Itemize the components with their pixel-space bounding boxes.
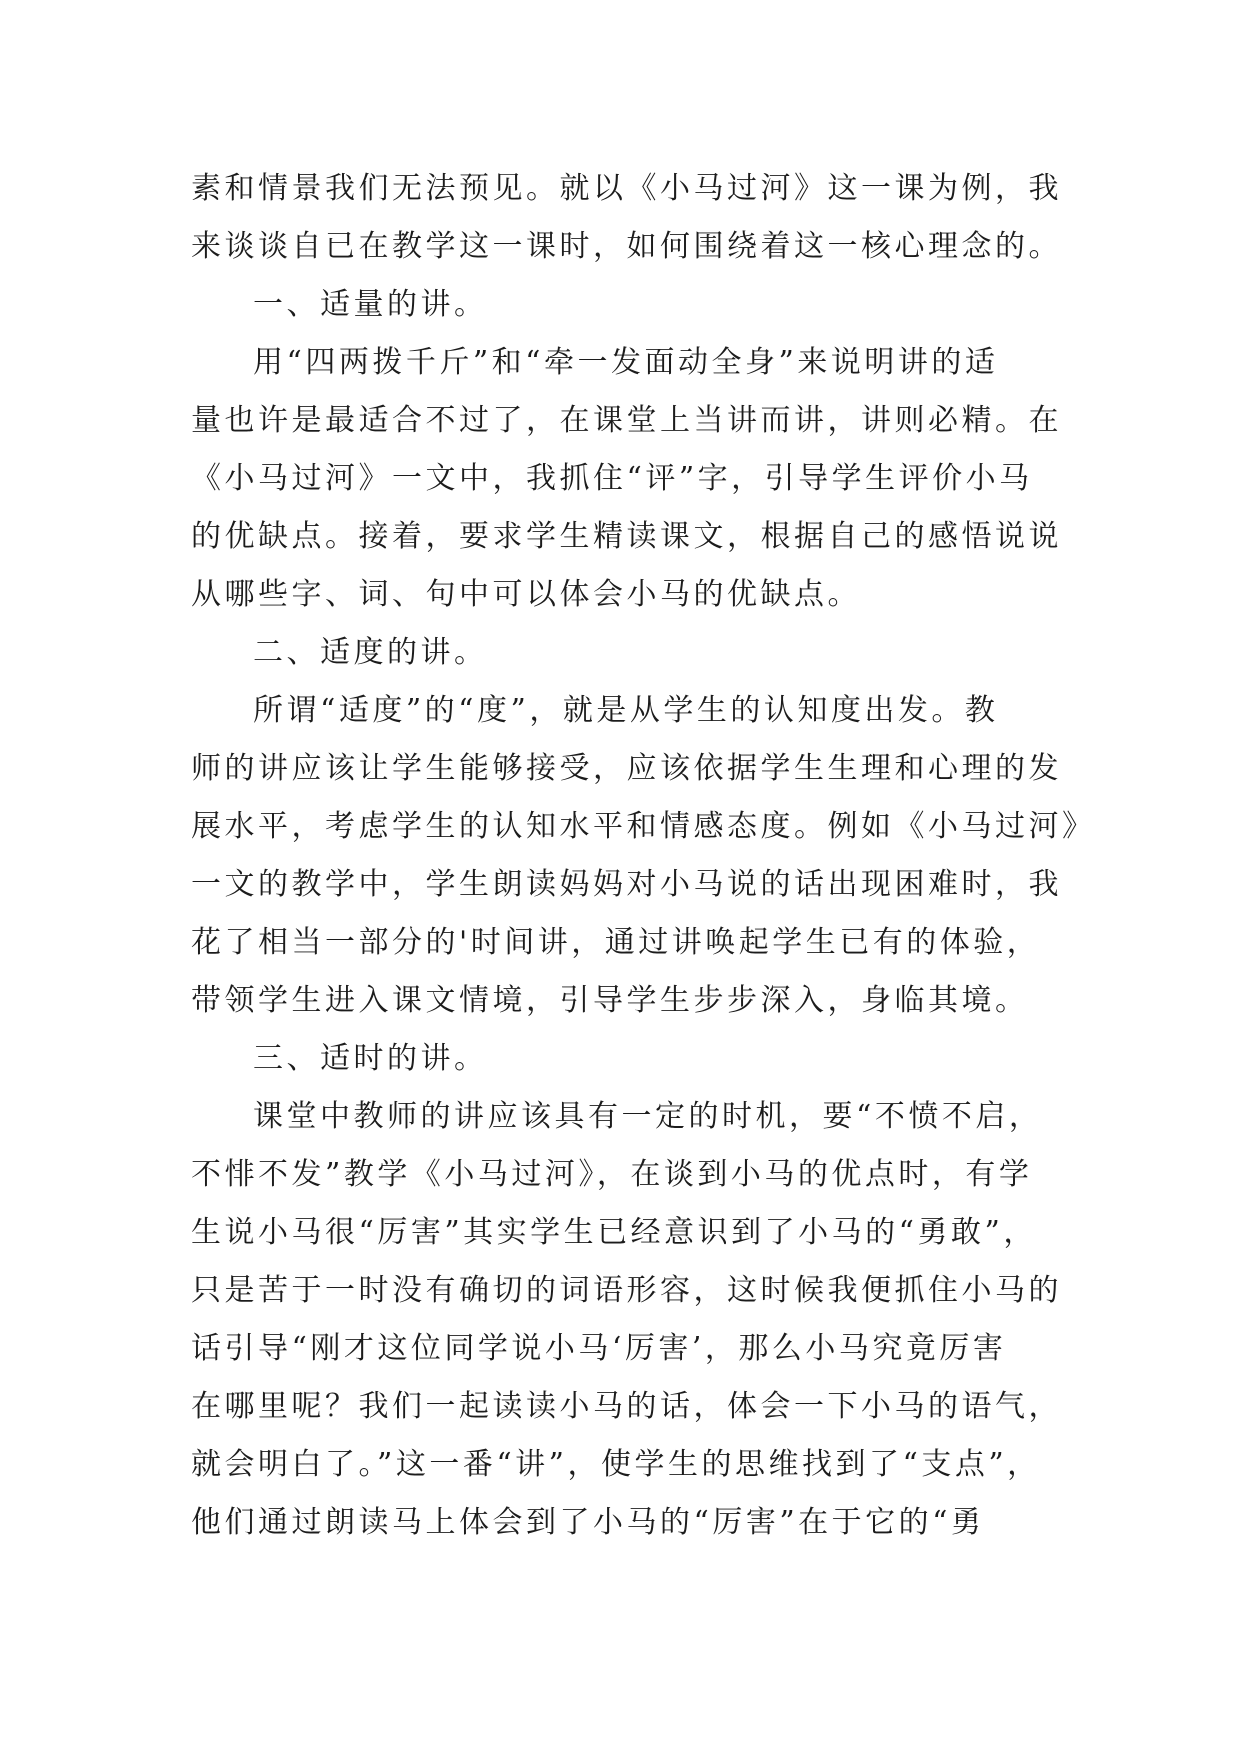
text-line: 《小马过河》一文中，我抓住“评”字，引导学生评价小马 bbox=[191, 461, 1033, 496]
text-line: 二、适度的讲。 bbox=[253, 635, 488, 670]
text-line: 三、适时的讲。 bbox=[253, 1041, 488, 1076]
text-line: 不悱不发”教学《小马过河》，在谈到小马的优点时，有学 bbox=[191, 1157, 1033, 1192]
text-line: 一、适量的讲。 bbox=[253, 287, 488, 322]
text-line: 素和情景我们无法预见。就以《小马过河》这一课为例，我 bbox=[191, 171, 1062, 206]
text-line: 的优缺点。接着，要求学生精读课文，根据自己的感悟说说 bbox=[191, 519, 1062, 554]
text-line: 话引导“刚才这位同学说小马‘厉害’，那么小马究竟厉害 bbox=[191, 1331, 1007, 1366]
text-line: 展水平，考虑学生的认知水平和情感态度。例如《小马过河》 bbox=[191, 809, 1096, 844]
text-line: 带领学生进入课文情境，引导学生步步深入，身临其境。 bbox=[191, 983, 1029, 1018]
text-line: 从哪些字、词、句中可以体会小马的优缺点。 bbox=[191, 577, 861, 612]
text-line: 所谓“适度”的“度”，就是从学生的认知度出发。教 bbox=[253, 693, 999, 728]
text-line: 师的讲应该让学生能够接受，应该依据学生生理和心理的发 bbox=[191, 751, 1062, 786]
text-line: 量也许是最适合不过了，在课堂上当讲而讲，讲则必精。在 bbox=[191, 403, 1062, 438]
text-line: 在哪里呢？我们一起读读小马的话，体会一下小马的语气， bbox=[191, 1389, 1062, 1424]
text-line: 花了相当一部分的'时间讲，通过讲唤起学生已有的体验， bbox=[191, 925, 1041, 960]
text-line: 一文的教学中，学生朗读妈妈对小马说的话出现困难时，我 bbox=[191, 867, 1062, 902]
text-line: 只是苦于一时没有确切的词语形容，这时候我便抓住小马的 bbox=[191, 1273, 1062, 1308]
body-text bbox=[191, 160, 1096, 1552]
text-line: 他们通过朗读马上体会到了小马的“厉害”在于它的“勇 bbox=[191, 1505, 985, 1540]
text-line: 来谈谈自已在教学这一课时，如何围绕着这一核心理念的。 bbox=[191, 229, 1062, 264]
text-line: 生说小马很“厉害”其实学生已经意识到了小马的“勇敢”， bbox=[191, 1215, 1037, 1250]
text-line: 课堂中教师的讲应该具有一定的时机，要“不愤不启， bbox=[253, 1099, 1043, 1134]
text-line: 用“四两拨千斤”和“牵一发面动全身”来说明讲的适 bbox=[253, 345, 999, 380]
text-line: 就会明白了。”这一番“讲”，使学生的思维找到了“支点”， bbox=[191, 1447, 1041, 1482]
